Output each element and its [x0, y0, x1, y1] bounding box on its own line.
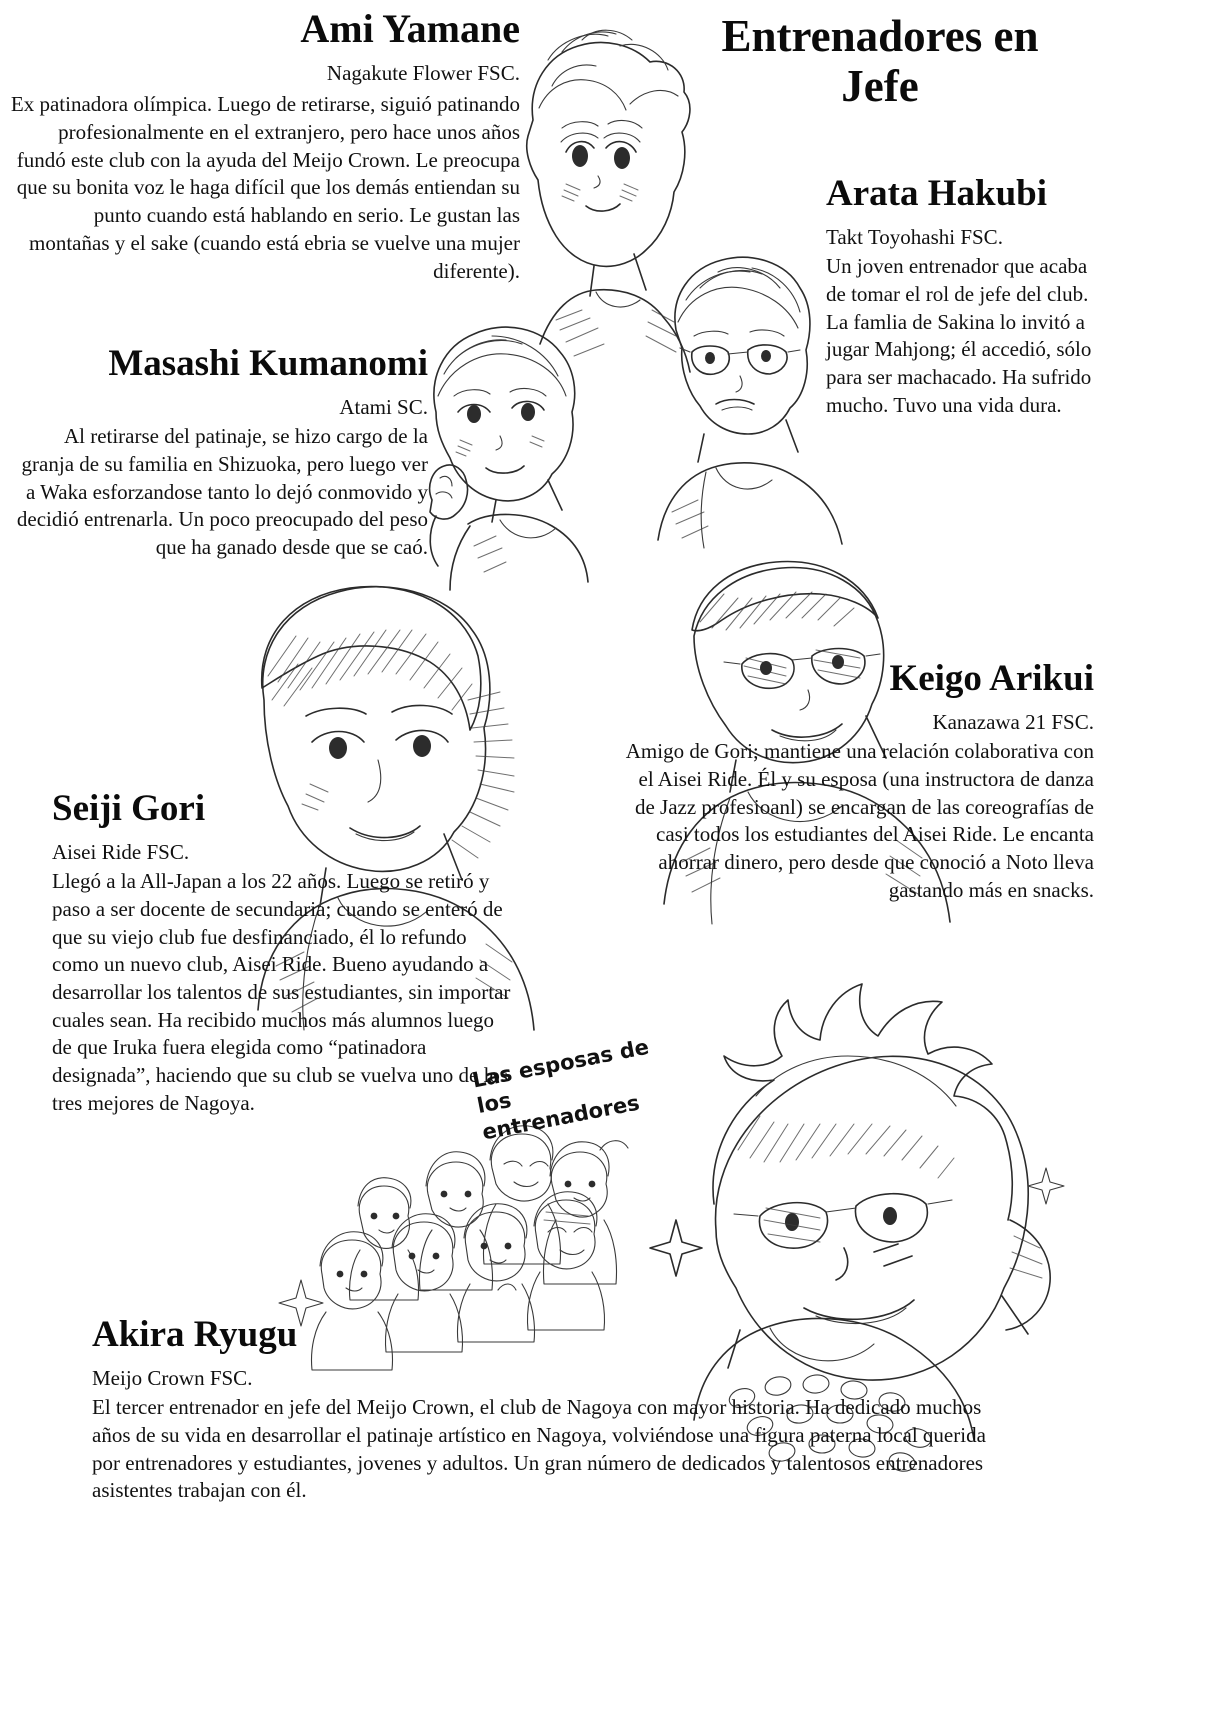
coach-entry-keigo-arikui — [616, 660, 1094, 904]
coach-description: Al retirarse del patinaje, se hizo cargo de la granja de su familia en Shizuoka, pero luego ver a Waka esforzandose tanto lo dejó conmovido y decidió entrenarla. Un poco preocupado del peso que ha ganado desde que se caó. — [16, 424, 428, 560]
coach-club: Nagakute Flower FSC. — [326, 61, 520, 85]
coach-club: Aisei Ride FSC. — [52, 839, 190, 864]
coach-description: Un joven entrenador que acaba de tomar el rol de jefe del club. La famlia de Sakina lo invitó a jugar Mahjong; él accedió, sólo para ser machacado. Ha sufrido mucho. Tuvo una vida dura. — [826, 254, 1092, 417]
masashi-kumanomi-portrait — [430, 327, 588, 590]
coach-description: Ex patinadora olímpica. Luego de retirarse, siguió patinando profesionalmente en el extranjero, pero hace unos años fundó este club con la ayuda del Meijo Crown. Le preocupa que su bonita voz le haga difícil que los demás entiendan su punto cuando está hablando en serio. Le gustan las montañas y el sake (cuando está ebria se vuelve una mujer diferente). — [10, 92, 520, 283]
coach-name: Keigo Arikui — [889, 658, 1094, 699]
ami-yamane-portrait — [527, 30, 690, 372]
coach-name: Masashi Kumanomi — [108, 343, 428, 384]
page-title: Entrenadores en Jefe — [721, 11, 1039, 111]
coach-description: El tercer entrenador en jefe del Meijo Crown, el club de Nagoya con mayor historia. Ha dedicado muchos años de su vida en desarrollar el patinaje artístico en Nagoya, volviéndose una figura paterna local querida por entrenadores y estudiantes, jovenes y adultos. Un gran número de dedicados y talentosos entrenadores asistentes trabajan con él. — [92, 1395, 986, 1503]
coach-entry-arata-hakubi — [826, 175, 1096, 419]
coach-description: Llegó a la All-Japan a los 22 años. Luego se retiró y paso a ser docente de secundaria; cuando se enteró de que su viejo club fue desfinanciado, él lo refundo como un nuevo club, Aisei Ride. Bueno ayudando a desarrollar los talentos de sus estudiantes, sin importar cuales sean. Ha recibido muchos más alumnos luego de que Iruka fuera elegida como “patinadora designada”, haciendo que su club se vuelva uno de los tres mejores de Nagoya. — [52, 869, 511, 1115]
coach-club: Kanazawa 21 FSC. — [932, 709, 1094, 734]
arata-hakubi-portrait — [658, 257, 842, 548]
coach-entry-ami-yamane — [10, 8, 520, 285]
coach-entry-masashi-kumanomi — [10, 345, 428, 562]
coach-entry-akira-ryugu — [92, 1316, 992, 1505]
coach-club: Takt Toyohashi FSC. — [826, 224, 1003, 249]
coach-description: Amigo de Gori; mantiene una relación colaborativa con el Aisei Ride. Él y su esposa (una instructora de danza de Jazz profesioanl) se encargan de las coreografías de casi todos los estudiantes del Aisei Ride. Le encanta ahorrar dinero, pero desde que conoció a Noto lleva gastando más en snacks. — [625, 739, 1094, 902]
coach-name: Arata Hakubi — [826, 173, 1048, 214]
wives-annotation: Las esposas de los entrenadores — [470, 1034, 651, 1145]
coach-club: Atami SC. — [339, 394, 428, 419]
coach-name: Akira Ryugu — [92, 1314, 298, 1355]
coach-name: Seiji Gori — [52, 788, 206, 829]
coach-name: Ami Yamane — [300, 6, 520, 51]
coach-club: Meijo Crown FSC. — [92, 1365, 253, 1390]
coach-entry-seiji-gori — [52, 790, 512, 1118]
